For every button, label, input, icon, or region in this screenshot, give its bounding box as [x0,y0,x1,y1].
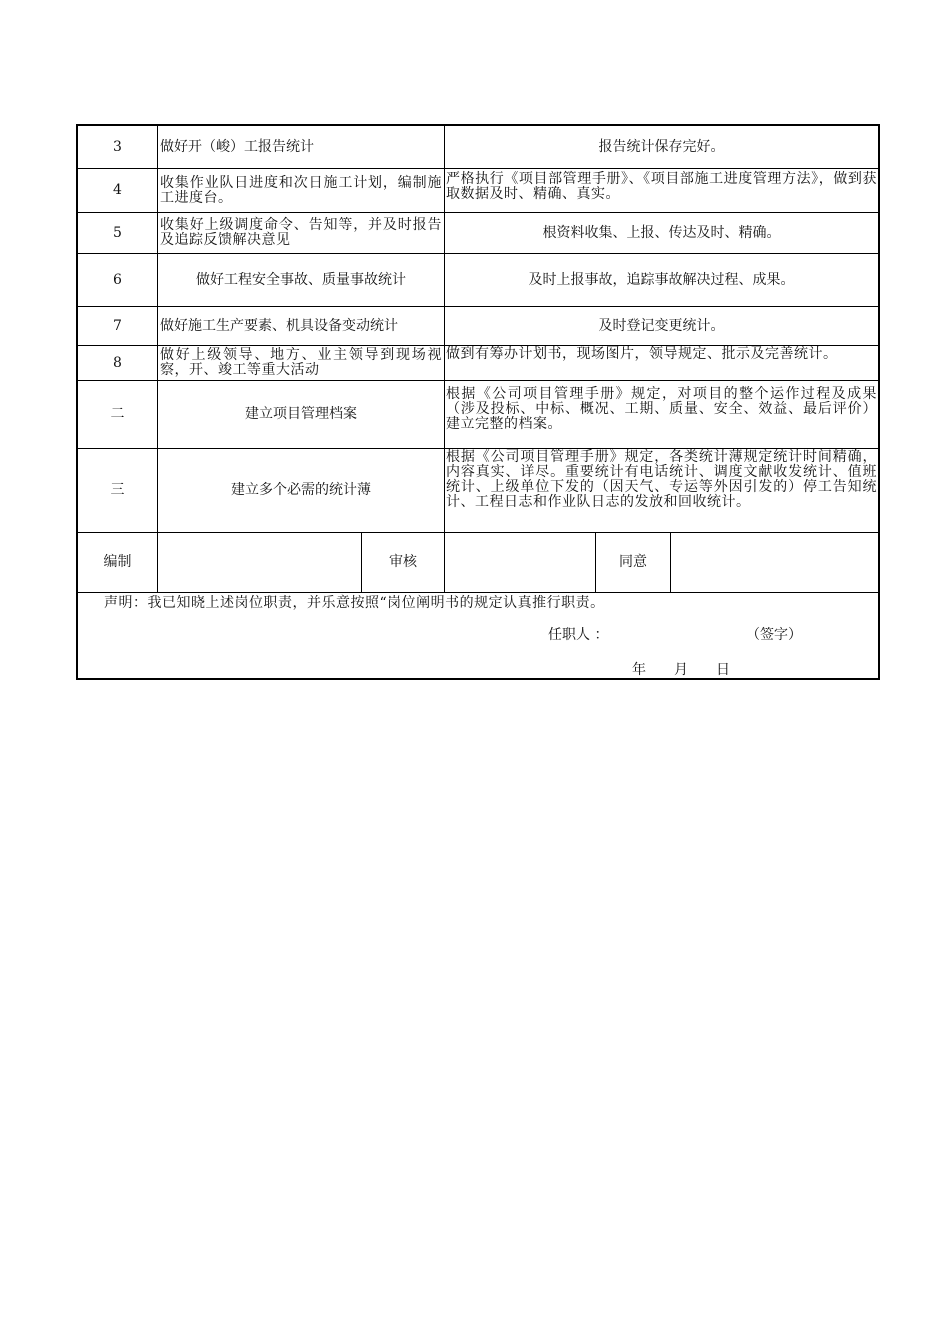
standard-cell: 根资料收集、上报、传达及时、精确。 [542,224,781,241]
responsibility-table [76,124,880,680]
task-text: 做好上级领导、地方、业主领导到现场视察，开、竣工等重大活动 [160,347,442,378]
standard-cell [445,387,878,447]
task-cell [158,213,444,253]
year-label: 年 [632,662,646,678]
row-number: 6 [113,271,122,288]
task-cell: 建立项目管理档案 [245,406,357,422]
row-number: 4 [113,182,122,198]
task-cell: 做好工程安全事故、质量事故统计 [196,271,406,288]
standard-cell [445,450,878,532]
compile-label: 编制 [103,554,132,570]
standard-text: 严格执行《项目部管理手册》、《项目部施工进度管理方法》，做到获取数据及时、精确、真实。 [446,171,877,202]
task-text: 收集好上级调度命令、告知等，并及时报告及追踪反馈解决意见 [160,217,442,248]
signature-label: （签字） [746,627,802,643]
task-text: 收集作业队日进度和次日施工计划，编制施工进度台。 [160,174,442,206]
holder-label: 任职人 ： [548,627,609,643]
standard-text: 根据《公司项目管理手册》规定，对项目的整个运作过程及成果（涉及投标、中标、概况、工期、质量、安全、效益、最后评价）建立完整的档案。 [446,386,877,432]
standard-cell: 及时登记变更统计。 [598,317,725,334]
month-label: 月 [674,662,688,678]
day-label: 日 [716,662,730,678]
row-number: 8 [113,354,122,371]
row-number: 二 [110,406,125,422]
row-number: 三 [110,482,125,498]
row-number: 7 [113,317,122,334]
approve-field[interactable] [671,533,878,592]
task-cell: 做好开（峻）工报告统计 [160,138,314,155]
task-cell: 建立多个必需的统计薄 [231,482,371,498]
compile-field[interactable] [158,533,361,592]
row-number: 3 [113,138,122,155]
task-cell [158,346,444,380]
standard-cell [445,172,878,212]
standard-cell: 报告统计保存完好。 [598,138,725,155]
row-number: 5 [113,224,122,241]
declaration-text: 声明：我已知晓上述岗位职责，并乐意按照“岗位阐明书的规定认真推行职责。 [104,595,605,611]
review-label: 审核 [389,554,417,570]
review-field[interactable] [445,533,595,592]
task-cell: 做好施工生产要素、机具设备变动统计 [160,317,398,334]
standard-text: 根据《公司项目管理手册》规定，各类统计薄规定统计时间精确，内容真实、详尽。重要统计有电话统计、调度文献收发统计、值班统计、上级单位下发的（因天气、专运等外因引发的）停工告知统计、工程日志和作业队日志的发放和回收统计。 [446,449,877,510]
standard-cell [445,347,878,380]
standard-cell: 及时上报事故，追踪事故解决过程、成果。 [528,271,795,288]
standard-text: 做到有筹办计划书，现场图片，领导规定、批示及完善统计。 [446,346,838,362]
task-cell [158,169,444,212]
approve-label: 同意 [619,554,647,570]
